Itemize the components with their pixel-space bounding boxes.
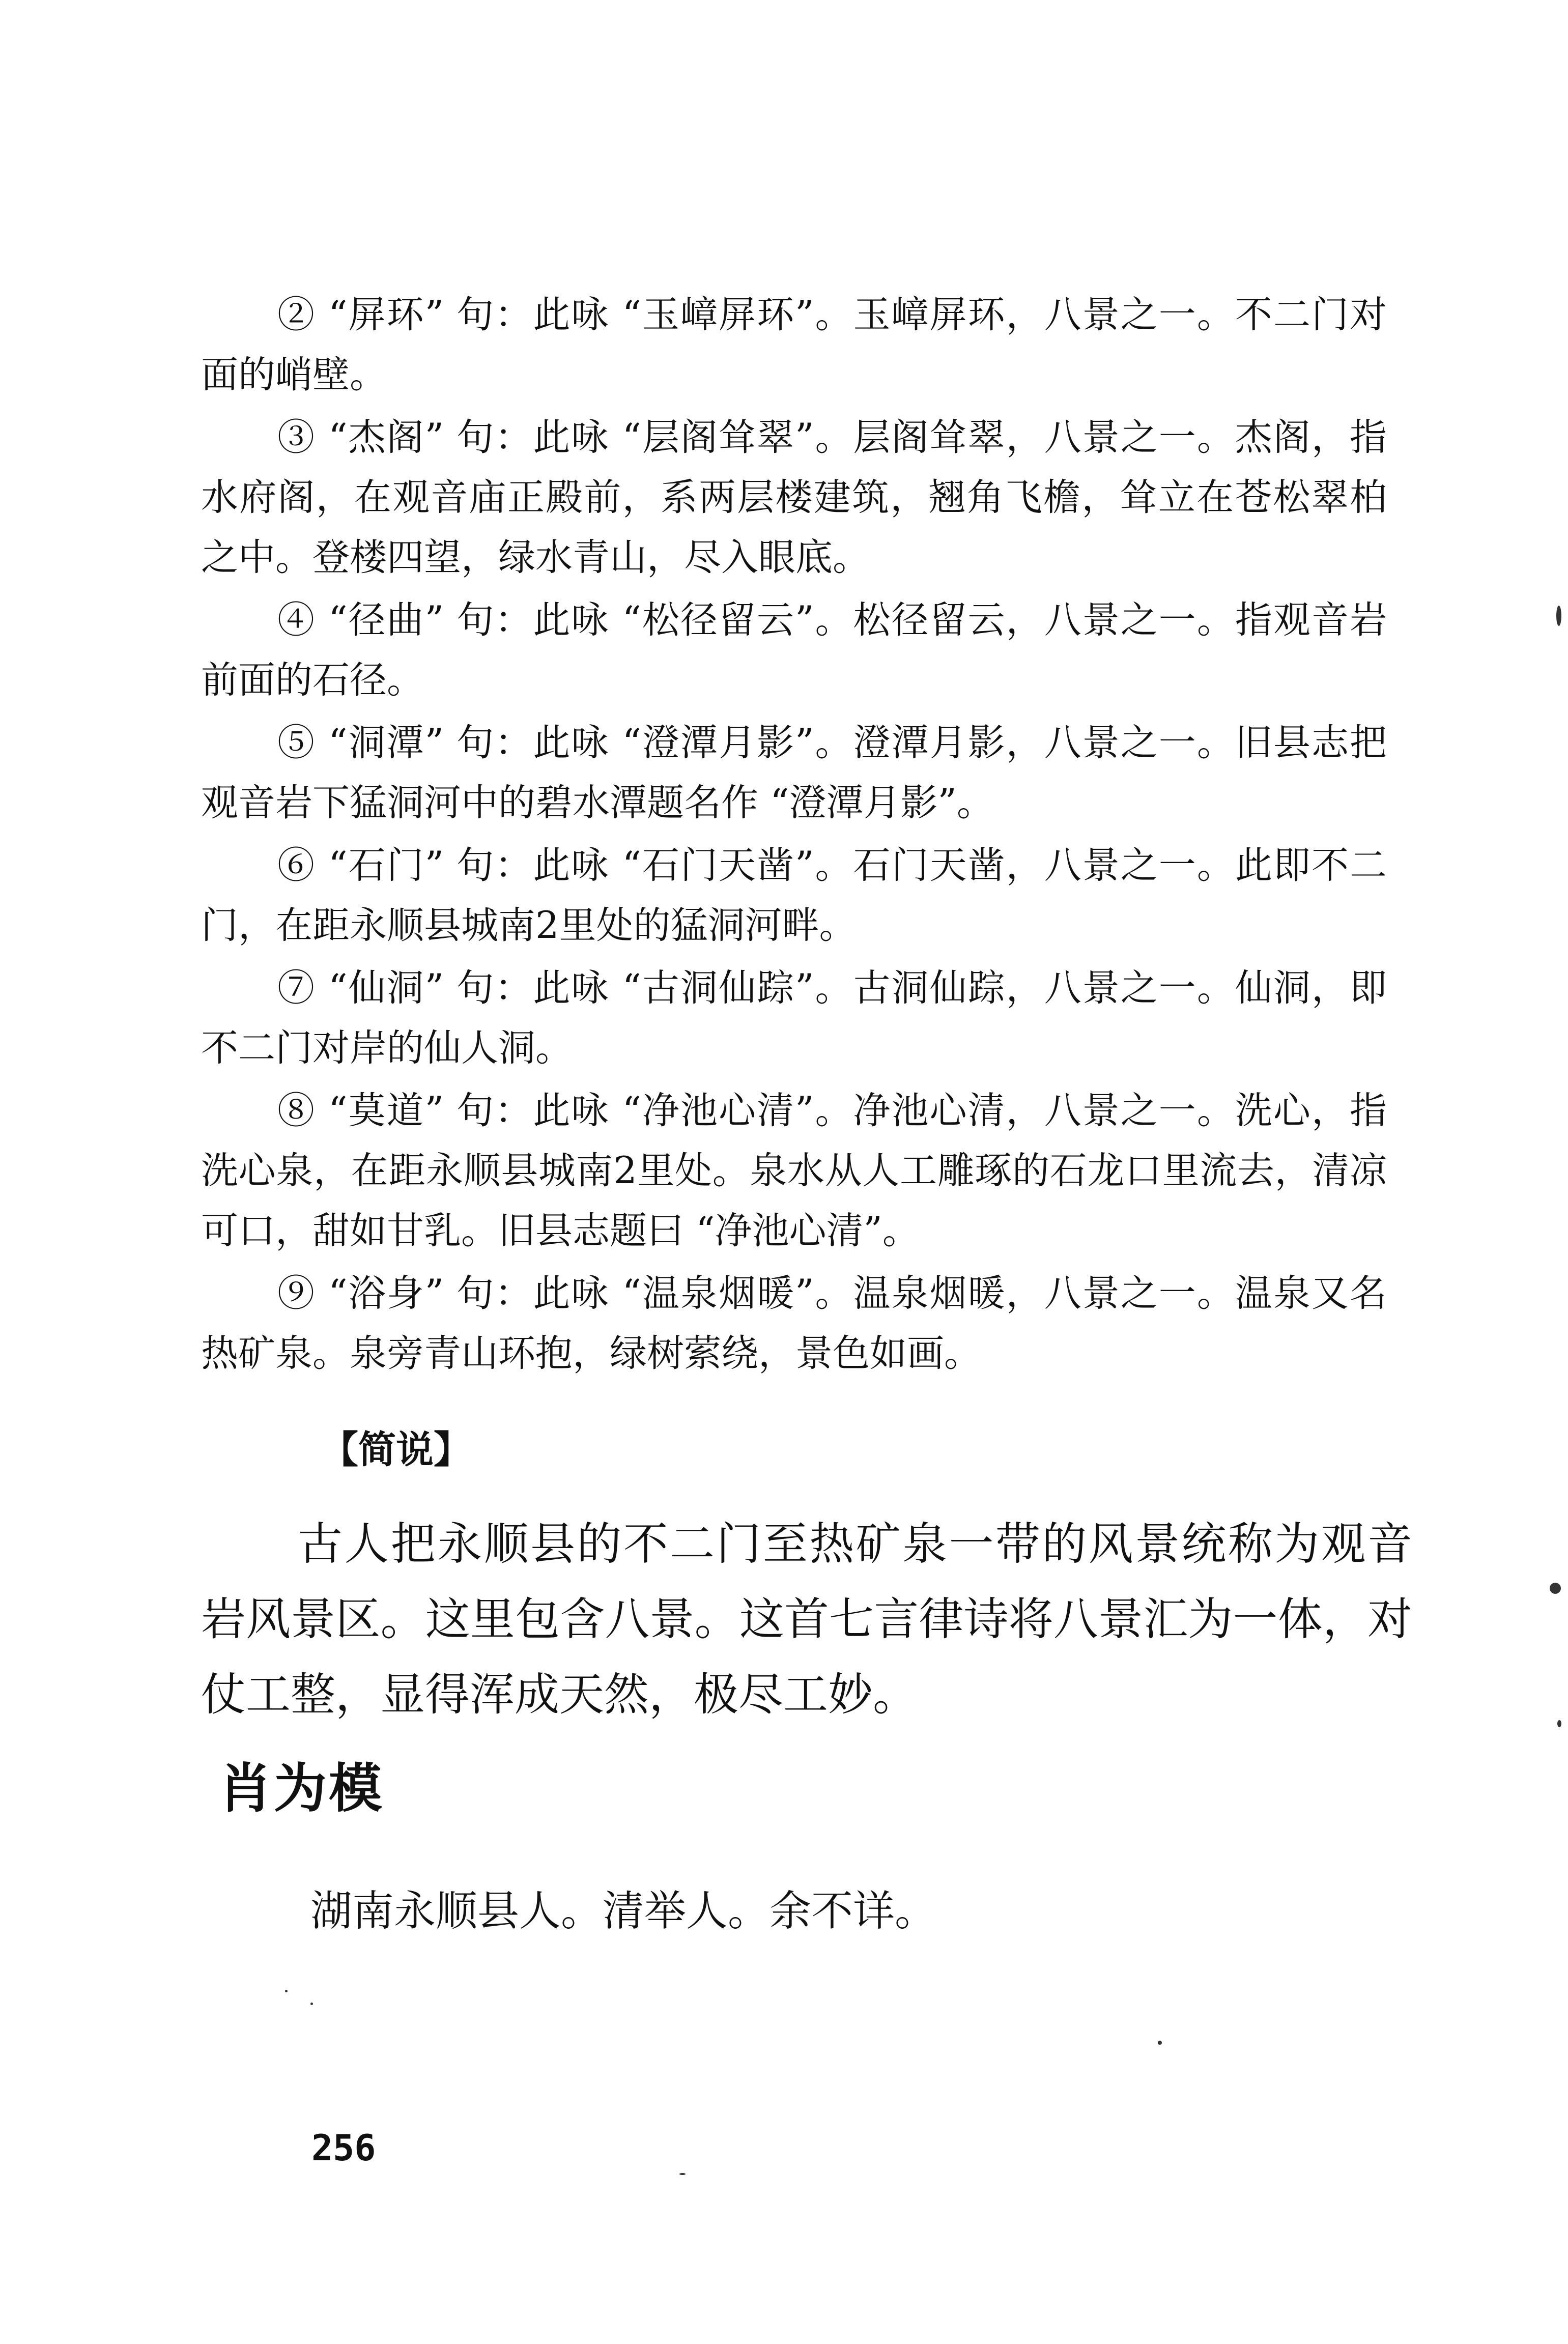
note-2: ② “屏环” 句：此咏 “玉嶂屏环”。玉嶂屏环，八景之一。不二门对面的峭壁。: [201, 293, 1387, 396]
annotation-notes: [201, 285, 1387, 1386]
scan-speck: [285, 1990, 288, 1992]
scan-speck: [310, 2003, 313, 2005]
scan-speck: [1158, 2041, 1162, 2045]
author-bio: 湖南永顺县人。清举人。余不详。: [310, 1887, 937, 1935]
summary-paragraph: 古人把永顺县的不二门至热矿泉一带的风景统称为观音岩风景区。这里包含八景。这首七言律诗将八景汇为一体，对仗工整，显得浑成天然，极尽工妙。: [201, 1518, 1412, 1721]
page-number: 256: [311, 2127, 376, 2169]
scan-speck: [1550, 1583, 1561, 1594]
note-9: ⑨ “浴身” 句：此咏 “温泉烟暖”。温泉烟暖，八景之一。温泉又名热矿泉。泉旁青山环抱，绿树萦绕，景色如画。: [201, 1272, 1387, 1375]
scan-speck: [1556, 606, 1561, 626]
note-7: ⑦ “仙洞” 句：此咏 “古洞仙踪”。古洞仙踪，八景之一。仙洞，即不二门对岸的仙人洞。: [201, 966, 1387, 1070]
note-6: ⑥ “石门” 句：此咏 “石门天凿”。石门天凿，八景之一。此即不二门，在距永顺县城南2里处的猛洞河畔。: [201, 844, 1387, 947]
section-heading: 【简说】: [321, 1428, 471, 1472]
note-8: ⑧ “莫道” 句：此咏 “净池心清”。净池心清，八景之一。洗心，指洗心泉，在距永顺县城南2里处。泉水从人工雕琢的石龙口里流去，清凉可口，甜如甘乳。旧县志题曰 “净池心清”。: [201, 1089, 1387, 1252]
scan-speck: [679, 2173, 686, 2175]
author-name: 肖为模: [219, 1757, 384, 1819]
scan-speck: [1557, 1720, 1561, 1727]
note-4: ④ “径曲” 句：此咏 “松径留云”。松径留云，八景之一。指观音岩前面的石径。: [201, 598, 1387, 702]
note-3: ③ “杰阁” 句：此咏 “层阁耸翠”。层阁耸翠，八景之一。杰阁，指水府阁，在观音庙正殿前，系两层楼建筑，翘角飞檐，耸立在苍松翠柏之中。登楼四望，绿水青山，尽入眼底。: [201, 416, 1387, 579]
note-5: ⑤ “洞潭” 句：此咏 “澄潭月影”。澄潭月影，八景之一。旧县志把观音岩下猛洞河中的碧水潭题名作 “澄潭月影”。: [201, 721, 1387, 824]
